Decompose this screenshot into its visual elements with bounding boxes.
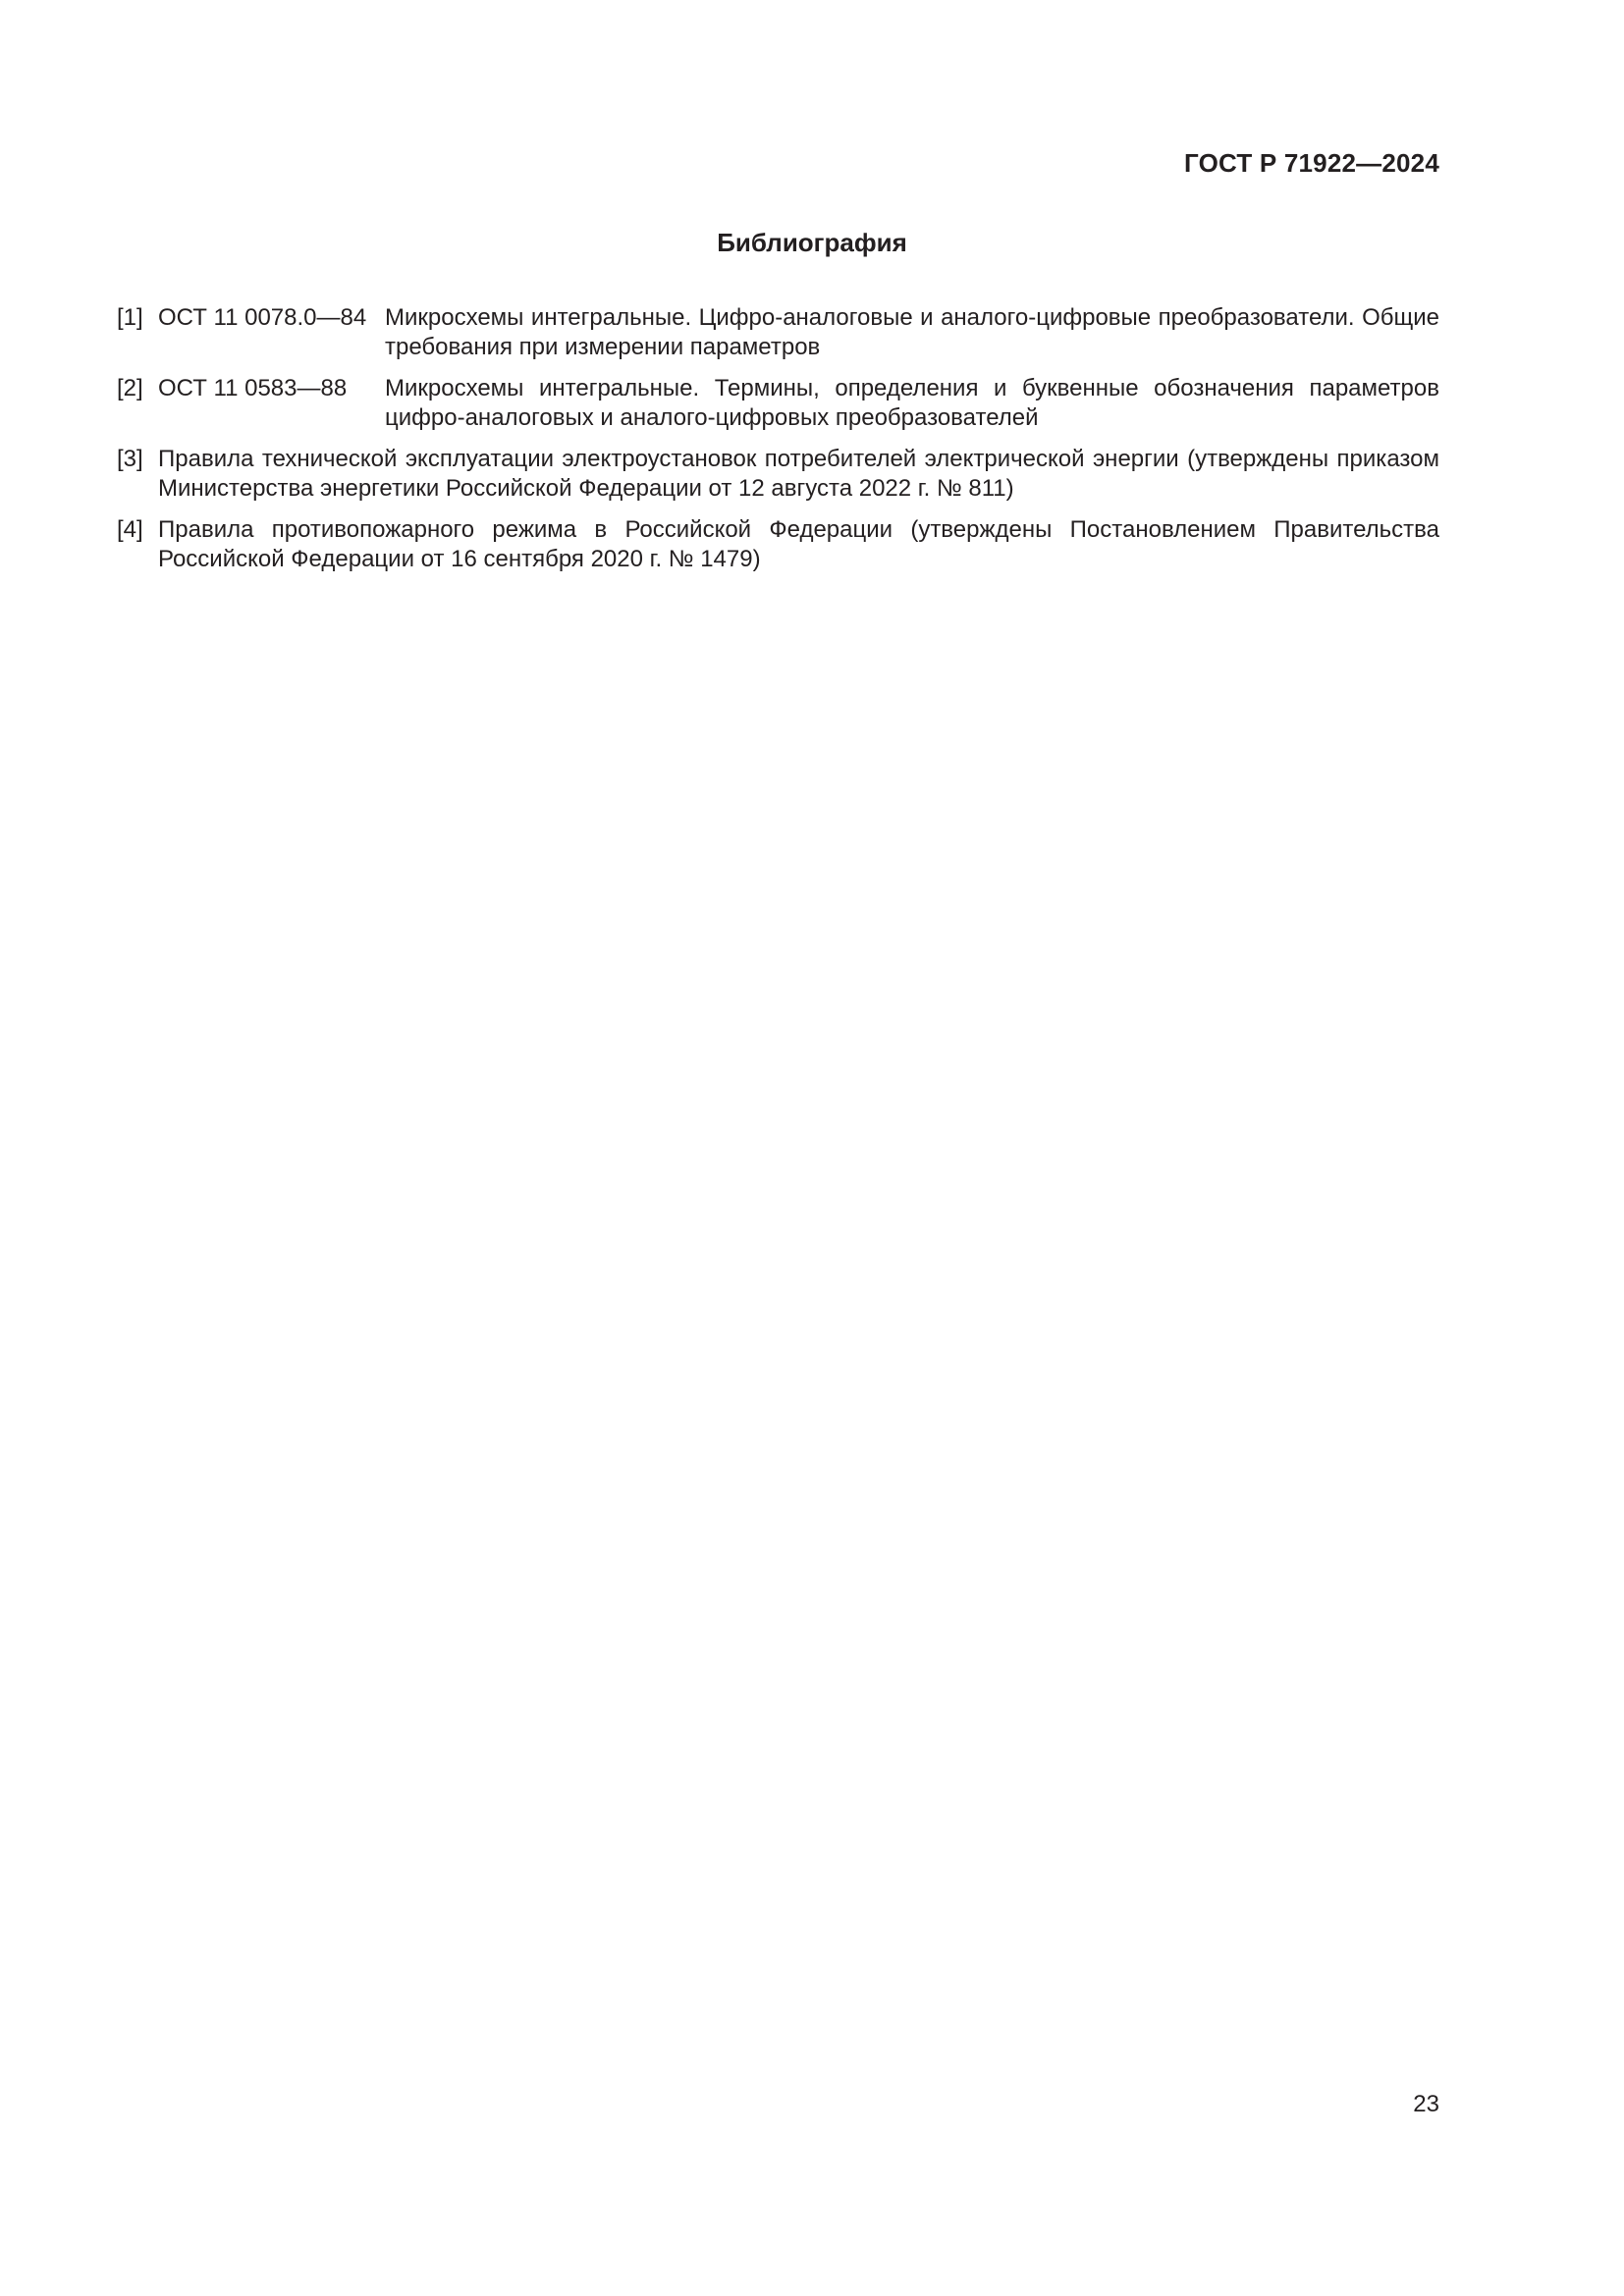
entry-code: ОСТ 11 0078.0—84	[158, 304, 367, 331]
entry-number: [4]	[117, 516, 143, 543]
entry-text: Микросхемы интегральные. Цифро-аналоговые и аналого-цифровые преобразователи. Общие требования при измерении параметров	[385, 304, 1439, 360]
entry-code: ОСТ 11 0583—88	[158, 375, 348, 401]
bibliography-entry	[117, 445, 1439, 504]
document-code: ГОСТ Р 71922—2024	[1184, 148, 1439, 178]
bibliography-entry	[117, 374, 1439, 433]
entry-number: [1]	[117, 304, 143, 331]
entry-number: [2]	[117, 375, 143, 401]
entry-text: Микросхемы интегральные. Термины, определения и буквенные обозначения параметров цифро-аналоговых и аналого-цифровых преобразователей	[385, 375, 1439, 431]
bibliography-entry	[117, 515, 1439, 574]
bibliography-entry	[117, 303, 1439, 362]
entry-number: [3]	[117, 446, 143, 472]
entry-text: Правила противопожарного режима в Российской Федерации (утверждены Постановлением Правительства Российской Федерации от 16 сентября 2020 г. № 1479)	[158, 516, 1439, 572]
entry-text: Правила технической эксплуатации электроустановок потребителей электрической энергии (утверждены приказом Министерства энергетики Российской Федерации от 12 августа 2022 г. № 811)	[158, 446, 1439, 502]
section-title: Библиография	[717, 228, 907, 257]
page-number: 23	[1413, 2091, 1439, 2117]
bibliography-list	[117, 303, 1439, 586]
